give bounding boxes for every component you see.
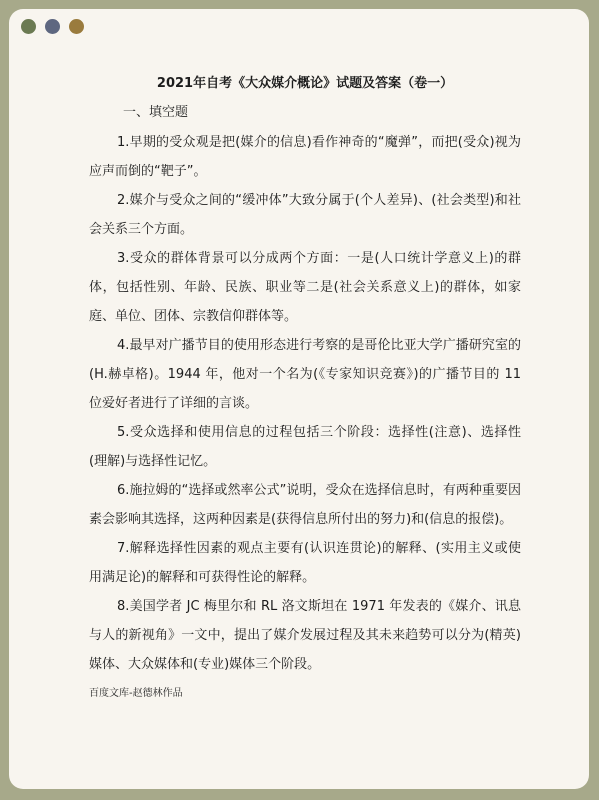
question-paragraph: 2.媒介与受众之间的“缓冲体”大致分属于(个人差异)、(社会类型)和社会关系三个方面。	[89, 193, 521, 237]
document-footer: 百度文库-赵德林作品	[89, 688, 183, 699]
green-dot	[21, 19, 36, 34]
document-title: 2021年自考《大众媒介概论》试题及答案（卷一）	[156, 76, 454, 91]
section-heading: 一、填空题	[123, 105, 189, 120]
question-paragraph: 6.施拉姆的“选择或然率公式”说明，受众在选择信息时，有两种重要因素会影响其选择，这两种因素是(获得信息所付出的努力)和(信息的报偿)。	[89, 483, 521, 527]
question-paragraph: 4.最早对广播节目的使用形态进行考察的是哥伦比亚大学广播研究室的(H.赫卓格)。1944 年，他对一个名为(《专家知识竞赛》)的广播节目的 11 位爱好者进行了详细的言谈。	[89, 338, 521, 411]
question-paragraph: 1.早期的受众观是把(媒介的信息)看作神奇的“魔弹”，而把(受众)视为应声而倒的“靶子”。	[89, 135, 521, 179]
question-paragraph: 3.受众的群体背景可以分成两个方面：一是(人口统计学意义上)的群体，包括性别、年龄、民族、职业等二是(社会关系意义上)的群体，如家庭、单位、团体、宗教信仰群体等。	[89, 251, 521, 324]
question-paragraph: 8.美国学者 JC 梅里尔和 RL 洛文斯坦在 1971 年发表的《媒介、讯息与人的新视角》一文中，提出了媒介发展过程及其未来趋势可以分为(精英)媒体、大众媒体和(专业)媒体三个阶段。	[89, 599, 521, 672]
document-card	[9, 9, 589, 789]
blue-dot	[45, 19, 60, 34]
question-paragraph: 5.受众选择和使用信息的过程包括三个阶段：选择性(注意)、选择性(理解)与选择性记忆。	[89, 425, 521, 469]
question-paragraph: 7.解释选择性因素的观点主要有(认识连贯论)的解释、(实用主义或使用满足论)的解释和可获得性论的解释。	[89, 541, 521, 585]
gold-dot	[69, 19, 84, 34]
document-content	[89, 75, 521, 711]
window-controls	[21, 19, 84, 34]
